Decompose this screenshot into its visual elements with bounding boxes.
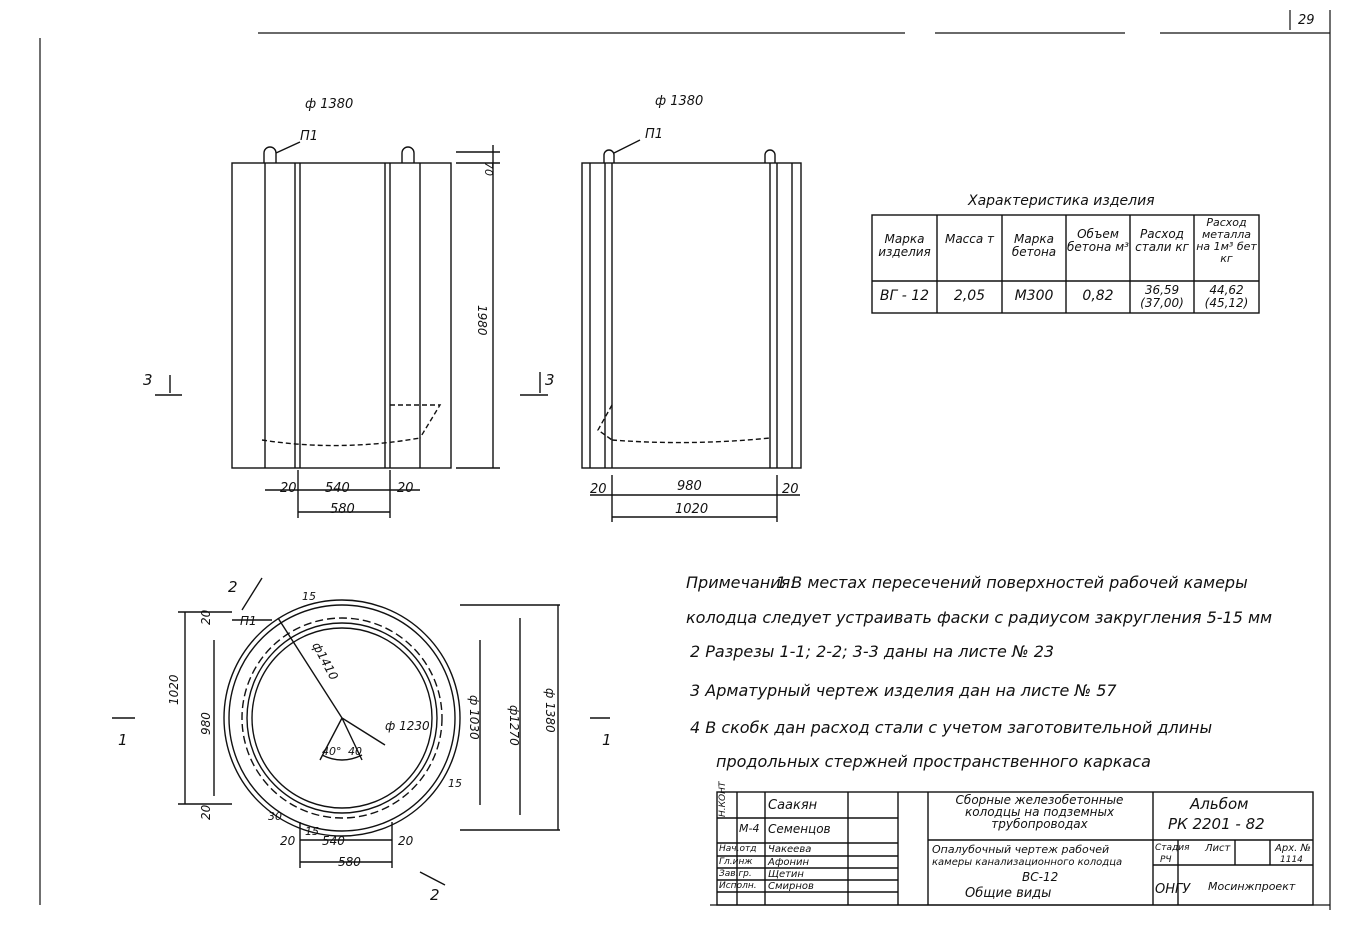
note-line-1: 1 В местах пересечений поверхностей рабочей камеры (776, 573, 1248, 592)
tb-sheet-header: Лист (1205, 843, 1231, 854)
plan-section-1-left: 1 (118, 731, 128, 749)
front-right-dim-total: 1020 (675, 502, 709, 517)
header-steel-per-m3: Расход металла на 1м³ бет кг (1196, 216, 1257, 265)
plan-dim-1230: ф 1230 (385, 719, 430, 733)
tb-name-2: Семенцов (768, 822, 831, 836)
cell-mark: ВГ - 12 (879, 288, 930, 304)
plan-dim-bottom-d: 20 (398, 834, 414, 848)
tb-sheet-title-2: камеры канализационного колодца (932, 857, 1123, 868)
tb-sheet-title-1: Опалубочный чертеж рабочей (932, 843, 1110, 856)
front-left-diameter: ф 1380 (305, 97, 354, 112)
cell-concrete-grade: М300 (1014, 288, 1054, 304)
tb-name-3: Чакеева (768, 844, 812, 855)
tb-role-5: Исполн. (719, 881, 757, 891)
tb-roles-header: Н.КОНТ (718, 781, 728, 817)
front-right-dim-a: 20 (590, 482, 607, 497)
tb-org: ОНГУ (1155, 882, 1191, 897)
sheet-number: 29 (1298, 13, 1315, 28)
plan-dim-1020: 1020 (167, 674, 181, 705)
front-left-top-dim: 70 (482, 162, 495, 176)
cell-steel: 36,59 (37,00) (1140, 283, 1184, 310)
plan-section-1-right: 1 (602, 731, 612, 749)
header-steel: Расход стали кг (1135, 227, 1189, 254)
front-view-left (155, 142, 500, 518)
tb-product: ВС-12 (1022, 870, 1059, 884)
plan-section-2-bottom: 2 (430, 886, 440, 904)
tb-name-6: Смирнов (768, 881, 814, 892)
tb-name-4: Афонин (768, 857, 810, 868)
plan-angle-right: 40 (348, 745, 362, 758)
tb-name-5: Щетин (768, 869, 804, 880)
front-right-section-mark: 3 (545, 371, 555, 389)
plan-dim-total: 580 (338, 855, 361, 869)
tb-stage: РЧ (1160, 855, 1172, 865)
plan-dim-15-top: 15 (302, 590, 316, 603)
tb-subtitle: Общие виды (965, 886, 1052, 901)
header-mark: Марка изделия (878, 232, 931, 259)
header-concrete-volume: Объем бетона м³ (1067, 227, 1129, 254)
front-right-loop-label: П1 (645, 127, 664, 142)
plan-dim-1380: ф 1380 (543, 688, 557, 733)
plan-dim-980: 980 (199, 712, 213, 735)
notes-label: Примечания: (686, 573, 796, 592)
tb-arch-header: Арх. № (1275, 843, 1311, 854)
note-line-3: 2 Разрезы 1-1; 2-2; 3-3 даны на листе № 23 (690, 642, 1055, 661)
plan-dim-bottom-c: 540 (322, 834, 345, 848)
cell-steel-per-m3: 44,62 (45,12) (1204, 283, 1249, 310)
note-line-2: колодца следует устраивать фаски с радиусом закругления 5-15 мм (686, 608, 1273, 627)
cell-mass: 2,05 (953, 288, 986, 304)
plan-dim-1410: ф1410 (309, 639, 341, 683)
note-line-4: 3 Арматурный чертеж изделия дан на листе № 57 (690, 681, 1117, 700)
front-view-right (520, 140, 801, 522)
characteristics-title: Характеристика изделия (968, 193, 1155, 209)
note-line-6: продольных стержней пространственного каркаса (716, 752, 1151, 771)
tb-role-2: Нач.отд (719, 844, 757, 854)
tb-stage-header: Стадия (1155, 843, 1190, 853)
plan-dim-20-top: 20 (199, 609, 213, 625)
tb-arch-no: 1114 (1280, 855, 1303, 865)
note-line-5: 4 В скобк дан расход стали с учетом заготовительной длины (690, 718, 1213, 737)
front-right-dim-c: 20 (782, 482, 799, 497)
tb-project-title: Сборные железобетонные колодцы на подземных трубопроводах (955, 793, 1124, 831)
tb-role-1: М-4 (739, 822, 760, 835)
front-right-dim-b: 980 (677, 479, 702, 494)
tb-institute: Мосинжпроект (1208, 880, 1296, 893)
plan-dim-bottom-a: 20 (280, 834, 296, 848)
plan-angle-left: 40° (322, 745, 342, 758)
plan-section-2-top: 2 (228, 578, 238, 596)
tb-album-code: РК 2201 - 82 (1168, 815, 1265, 833)
front-left-dim-total: 580 (330, 502, 355, 517)
tb-album: Альбом (1190, 795, 1249, 813)
header-concrete-grade: Марка бетона (1011, 232, 1057, 259)
plan-dim-1270: ф1270 (507, 705, 521, 746)
front-left-dim-a: 20 (280, 481, 297, 496)
front-left-dim-b: 540 (325, 481, 350, 496)
plan-dim-20-bottom: 20 (199, 804, 213, 820)
header-mass: Масса т (944, 232, 995, 246)
plan-view (112, 578, 610, 885)
front-right-diameter: ф 1380 (655, 94, 704, 109)
plan-dim-1030: ф 1030 (467, 695, 481, 740)
plan-dim-30: 30 (268, 810, 282, 823)
tb-role-3: Гл.инж (719, 857, 753, 867)
front-left-height-dim: 1980 (475, 305, 489, 336)
tb-role-4: Зав.гр. (719, 869, 752, 879)
front-left-dim-c: 20 (397, 481, 414, 496)
front-left-section-mark: 3 (143, 371, 153, 389)
plan-dim-15-right: 15 (448, 777, 462, 790)
tb-name-1: Саакян (768, 798, 818, 813)
plan-dim-bottom-b: 15 (305, 825, 319, 838)
plan-loop-label: П1 (240, 614, 257, 628)
front-left-loop-label: П1 (300, 129, 319, 144)
cell-concrete-volume: 0,82 (1082, 288, 1114, 304)
